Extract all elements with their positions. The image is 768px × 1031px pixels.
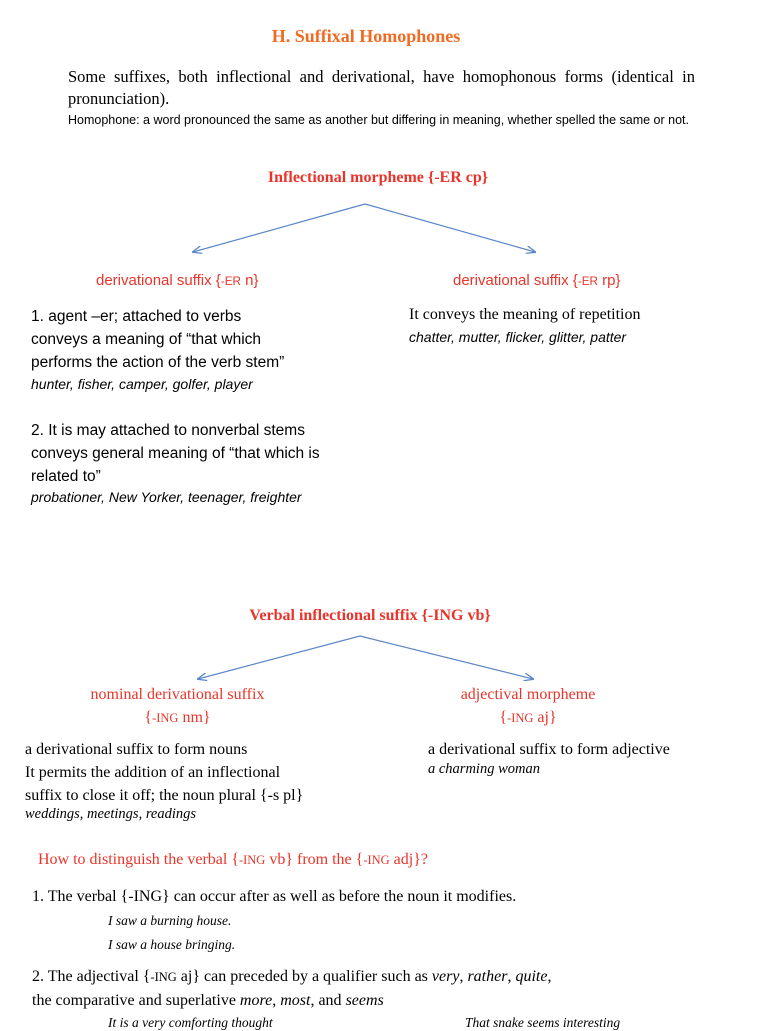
er-repetition-examples: chatter, mutter, flicker, glitter, patter [409, 329, 627, 345]
ing-nominal-label: nominal derivational suffix {-ING nm} [90, 686, 265, 726]
arrow-er-right [365, 204, 535, 252]
point-2: 2. The adjectival {-ING aj} can preceded by a qualifier such as very, rather, quite, the comparative and superlative more, most, and seems [32, 968, 552, 1009]
er-heading: Inflectional morpheme {-ER cp} [267, 169, 489, 186]
intro-paragraph: Some suffixes, both inflectional and derivational, have homophonous forms (identical in pronunciation). [68, 67, 695, 108]
distinguish-question: How to distinguish the verbal {-ING vb} from the {-ING adj}? [38, 851, 428, 868]
er-agent-examples: hunter, fisher, camper, golfer, player [31, 376, 253, 392]
er-agent-description: 1. agent –er; attached to verbs conveys a meaning of “that which performs the action of the verb stem” [31, 308, 285, 371]
ing-heading: Verbal inflectional suffix {-ING vb} [249, 607, 491, 624]
point-1-example-2: I saw a house bringing. [108, 937, 236, 952]
er-repetition-label: derivational suffix {-ER rp} [453, 272, 621, 289]
er-noun-label: derivational suffix {-ER n} [96, 272, 259, 289]
arrow-ing-left [198, 636, 360, 679]
arrow-er-left [193, 204, 365, 252]
ing-nominal-description: a derivational suffix to form nouns It permits the addition of an inflectional suffix to close it off; the noun plural {-s pl} [25, 741, 304, 804]
point-1-example-1: I saw a burning house. [108, 913, 232, 928]
er-related-description: 2. It is may attached to nonverbal stems conveys general meaning of “that which is related to” [31, 422, 320, 485]
ing-adjectival-examples: a charming woman [428, 761, 540, 777]
arrow-ing-right [360, 636, 533, 679]
homophone-definition: Homophone: a word pronounced the same as another but differing in meaning, whether spelled the same or not. [68, 113, 689, 127]
point-1: 1. The verbal {-ING} can occur after as well as before the noun it modifies. [32, 888, 517, 905]
page-title: H. Suffixal Homophones [271, 26, 461, 46]
ing-adjectival-description: a derivational suffix to form adjective [428, 741, 670, 758]
point-2-example-1: It is a very comforting thought [108, 1015, 273, 1030]
ing-adjectival-label: adjectival morpheme {-ING aj} [460, 686, 596, 726]
er-repetition-description: It conveys the meaning of repetition [409, 306, 641, 323]
ing-nominal-examples: weddings, meetings, readings [25, 806, 197, 822]
er-related-examples: probationer, New Yorker, teenager, freighter [31, 489, 302, 505]
point-2-example-2: That snake seems interesting [465, 1015, 621, 1030]
